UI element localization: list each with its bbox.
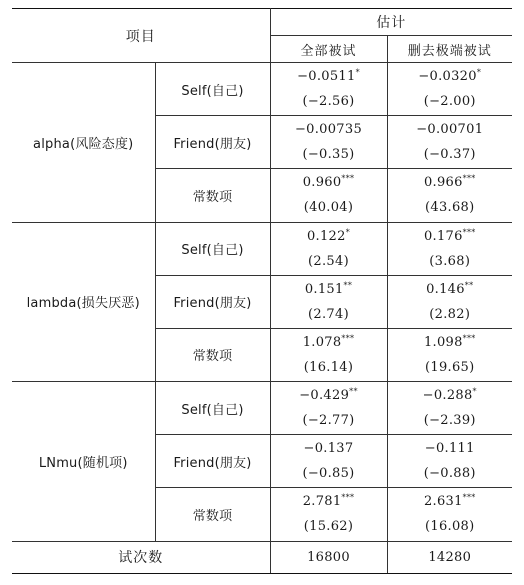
coefficient-value: −0.288 [422, 388, 473, 404]
row-label: Self(自己) [155, 382, 270, 435]
t-statistic: (15.62) [303, 519, 354, 535]
trials-label: 试次数 [12, 541, 270, 573]
significance-stars: ** [464, 280, 474, 290]
cell-all-subjects [270, 328, 387, 381]
header-estimate: 估计 [270, 9, 512, 36]
coefficient [271, 224, 387, 249]
table-row [12, 382, 512, 435]
coefficient-value: 0.122 [306, 228, 346, 244]
t-statistic: (−2.77) [302, 413, 355, 429]
coefficient-value: −0.00735 [294, 122, 363, 138]
row-label: Friend(朋友) [155, 435, 270, 488]
coefficient [388, 64, 513, 89]
coefficient-value: −0.137 [303, 441, 354, 457]
coefficient [388, 117, 513, 142]
cell-trimmed-subjects [387, 435, 512, 488]
significance-stars: *** [462, 227, 476, 237]
coefficient-value: −0.0511 [297, 69, 356, 85]
row-label: Self(自己) [155, 222, 270, 275]
t-statistic: (−2.56) [302, 94, 355, 110]
cell-trimmed-subjects [387, 488, 512, 541]
cell-trimmed-subjects [387, 169, 512, 222]
header-item: 项目 [12, 9, 270, 63]
coefficient [388, 436, 513, 461]
coefficient [271, 383, 387, 408]
significance-stars: *** [462, 174, 476, 184]
coefficient [271, 64, 387, 89]
trials-row [12, 541, 512, 573]
table-row [12, 63, 512, 116]
cell-all-subjects [270, 116, 387, 169]
cell-all-subjects [270, 382, 387, 435]
significance-stars: * [355, 68, 360, 78]
t-statistic: (16.08) [425, 519, 475, 535]
coefficient [388, 224, 513, 249]
cell-all-subjects [270, 435, 387, 488]
significance-stars: *** [341, 493, 355, 503]
cell-trimmed-subjects [387, 275, 512, 328]
t-statistic: (3.68) [429, 253, 471, 269]
coefficient [271, 170, 387, 195]
coefficient [388, 330, 513, 355]
coefficient [388, 383, 513, 408]
coefficient-value: 2.781 [302, 494, 342, 510]
coefficient-value: −0.111 [424, 441, 475, 457]
coefficient [388, 277, 513, 302]
coefficient-value: −0.429 [299, 388, 350, 404]
coefficient-value: 0.176 [423, 228, 463, 244]
cell-all-subjects [270, 275, 387, 328]
cell-trimmed-subjects [387, 328, 512, 381]
t-statistic: (2.82) [429, 306, 471, 322]
coefficient-value: 0.966 [423, 175, 463, 191]
cell-all-subjects [270, 63, 387, 116]
cell-all-subjects [270, 488, 387, 541]
significance-stars: *** [462, 493, 476, 503]
significance-stars: ** [343, 280, 353, 290]
cell-trimmed-subjects [387, 382, 512, 435]
t-statistic: (16.14) [303, 359, 354, 375]
significance-stars: *** [341, 174, 355, 184]
cell-trimmed-subjects [387, 63, 512, 116]
coefficient [388, 170, 513, 195]
trials-all-subjects: 16800 [270, 541, 387, 573]
significance-stars: * [472, 387, 477, 397]
coefficient [271, 117, 387, 142]
t-statistic: (2.74) [308, 306, 349, 322]
regression-results-table [12, 8, 512, 574]
t-statistic: (−0.35) [302, 147, 355, 163]
group-label-lambda: lambda(损失厌恶) [12, 222, 155, 382]
significance-stars: * [476, 68, 482, 78]
t-statistic: (40.04) [303, 200, 354, 216]
coefficient [271, 489, 387, 514]
coefficient-value: −0.0320 [418, 69, 477, 85]
coefficient-value: −0.00701 [416, 122, 484, 138]
cell-all-subjects [270, 222, 387, 275]
cell-trimmed-subjects [387, 222, 512, 275]
significance-stars: *** [462, 333, 476, 343]
row-label: 常数项 [155, 328, 270, 381]
coefficient-value: 0.146 [426, 281, 465, 297]
row-label: 常数项 [155, 488, 270, 541]
coefficient [271, 436, 387, 461]
t-statistic: (19.65) [425, 359, 475, 375]
t-statistic: (2.54) [308, 253, 349, 269]
coefficient [271, 277, 387, 302]
coefficient-value: 0.151 [304, 281, 344, 297]
header-col-trimmed-subjects: 删去极端被试 [387, 36, 512, 63]
t-statistic: (43.68) [425, 200, 475, 216]
group-label-alpha: alpha(风险态度) [12, 63, 155, 223]
coefficient [271, 330, 387, 355]
trials-trimmed-subjects: 14280 [387, 541, 512, 573]
group-label-lnmu: LNmu(随机项) [12, 382, 155, 542]
row-label: Friend(朋友) [155, 275, 270, 328]
row-label: 常数项 [155, 169, 270, 222]
cell-trimmed-subjects [387, 116, 512, 169]
header-col-all-subjects: 全部被试 [270, 36, 387, 63]
significance-stars: *** [341, 333, 355, 343]
significance-stars: ** [349, 387, 358, 397]
significance-stars: * [345, 227, 351, 237]
cell-all-subjects [270, 169, 387, 222]
coefficient [388, 489, 513, 514]
row-label: Self(自己) [155, 63, 270, 116]
coefficient-value: 1.098 [423, 334, 463, 350]
t-statistic: (−0.88) [423, 466, 476, 482]
t-statistic: (−0.85) [302, 466, 355, 482]
coefficient-value: 2.631 [423, 494, 463, 510]
t-statistic: (−0.37) [423, 147, 476, 163]
t-statistic: (−2.00) [423, 94, 476, 110]
table-row [12, 222, 512, 275]
t-statistic: (−2.39) [423, 413, 476, 429]
coefficient-value: 1.078 [302, 334, 342, 350]
coefficient-value: 0.960 [302, 175, 342, 191]
row-label: Friend(朋友) [155, 116, 270, 169]
